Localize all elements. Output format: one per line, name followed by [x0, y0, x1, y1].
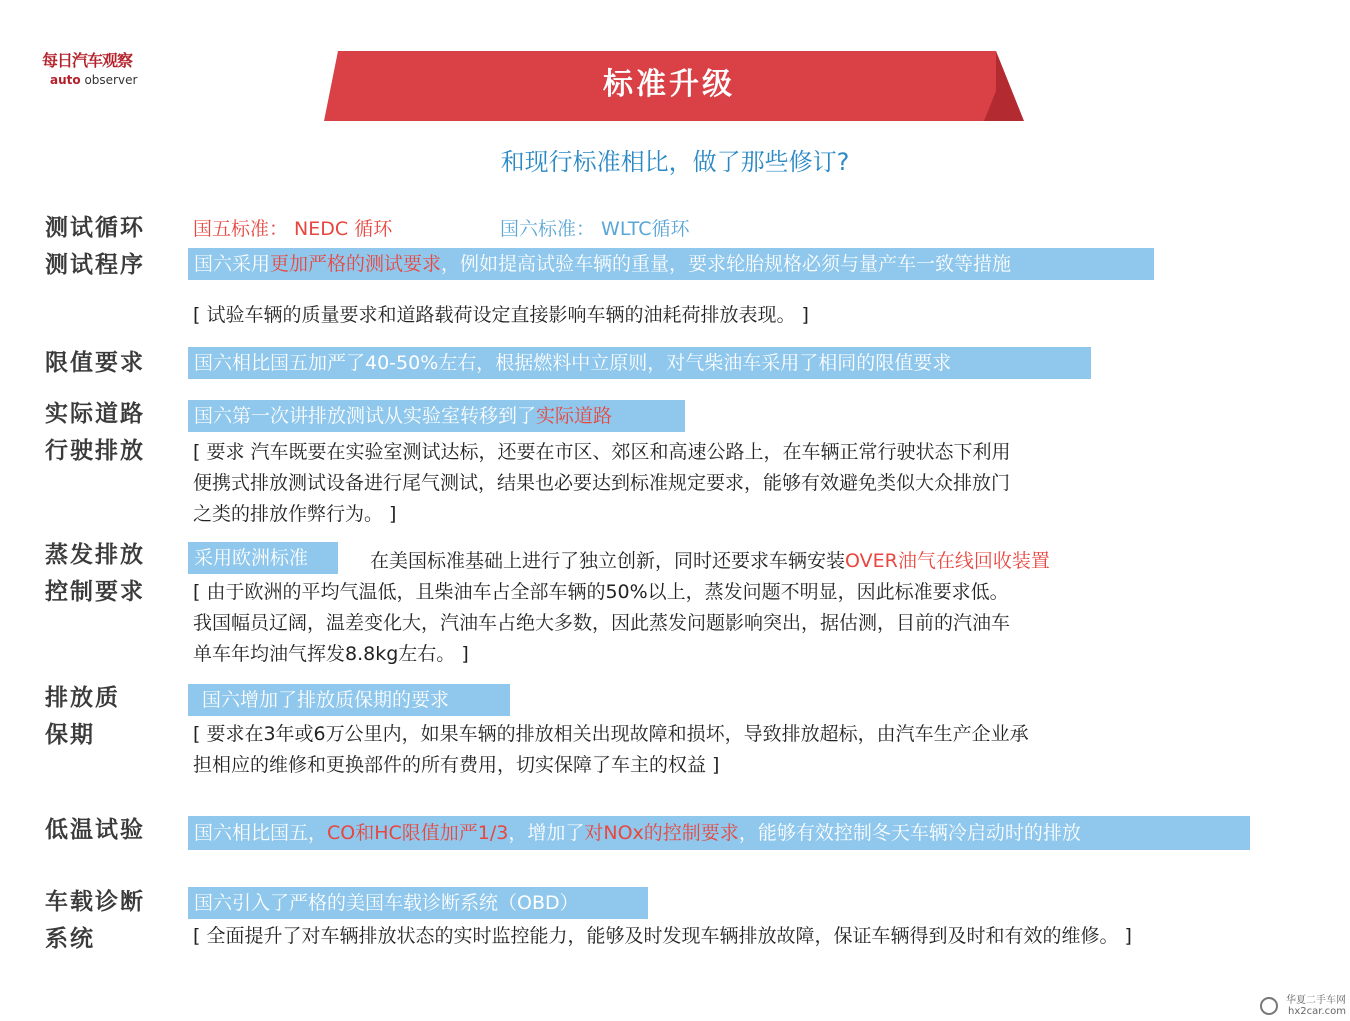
title-banner — [324, 51, 1024, 121]
note-line: [ 要求在3年或6万公里内，如果车辆的排放相关出现故障和损坏，导致排放超标，由汽车生产企业承 — [193, 723, 1029, 745]
gb5-cycle: 国五标准： NEDC 循环 — [193, 218, 393, 240]
note-evap — [193, 577, 1010, 670]
label-line: 控制要求 — [45, 579, 145, 605]
label-limit: 限值要求 — [45, 350, 145, 376]
label-line: 蒸发排放 — [45, 542, 145, 568]
note-obd: [ 全面提升了对车辆排放状态的实时监控能力，能够及时发现车辆排放故障，保证车辆得到及时和有效的维修。 ] — [193, 925, 1132, 947]
brand-logo — [42, 48, 152, 87]
watermark-line: 华夏二手车网 — [1286, 995, 1346, 1006]
label-evap — [45, 537, 145, 611]
watermark — [1286, 995, 1346, 1017]
hl-red-text: 更加严格的测试要求 — [270, 253, 442, 275]
evap-text — [370, 546, 1050, 573]
highlight-test-procedure — [188, 248, 1154, 280]
banner-title: 标准升级 — [603, 67, 735, 102]
label-warranty — [45, 680, 120, 754]
hl-red-text: 对NOx的控制要求 — [584, 822, 739, 844]
logo-chinese-text: 每日汽车观察 — [42, 51, 133, 70]
highlight-rde — [188, 400, 685, 432]
label-line: 实际道路 — [45, 401, 145, 427]
hl-red-text: 实际道路 — [536, 405, 613, 427]
label-rde — [45, 396, 145, 470]
hl-text: 国六第一次讲排放测试从实验室转移到了 — [194, 405, 537, 427]
hl-text: ，增加了 — [508, 822, 585, 844]
highlight-cold-test — [188, 816, 1250, 850]
label-line: 保期 — [45, 722, 95, 748]
label-line: 测试循环 — [45, 215, 145, 241]
note-line: [ 由于欧洲的平均气温低，且柴油车占全部车辆的50%以上，蒸发问题不明显，因此标准要求低。 — [193, 581, 1009, 603]
label-cold-test: 低温试验 — [45, 817, 145, 843]
note-line: [ 要求 汽车既要在实验室测试达标，还要在市区、郊区和高速公路上，在车辆正常行驶状态下利用 — [193, 441, 1011, 463]
highlight-limit: 国六相比国五加严了40-50%左右，根据燃料中立原则，对气柴油车采用了相同的限值要求 — [188, 347, 1091, 379]
hl-text: ，例如提高试验车辆的重量，要求轮胎规格必须与量产车一致等措施 — [441, 253, 1012, 275]
logo-english-text — [50, 73, 152, 87]
note-line: 便携式排放测试设备进行尾气测试，结果也必要达到标准规定要求，能够有效避免类似大众排放门 — [193, 472, 1011, 494]
gb6-cycle: 国六标准： WLTC循环 — [500, 218, 690, 240]
label-line: 系统 — [45, 926, 95, 952]
logo-en-observer: observer — [80, 73, 138, 87]
label-line: 行驶排放 — [45, 438, 145, 464]
label-line: 车载诊断 — [45, 889, 145, 915]
label-test-cycle — [45, 210, 145, 284]
hl-text: ，能够有效控制冬天车辆冷启动时的排放 — [738, 822, 1081, 844]
note-line: 担相应的维修和更换部件的所有费用，切实保障了车主的权益 ] — [193, 754, 720, 776]
highlight-warranty: 国六增加了排放质保期的要求 — [188, 684, 510, 716]
note-line: 之类的排放作弊行为。 ] — [193, 503, 397, 525]
note-rde — [193, 437, 1011, 530]
note-line: 单车年均油气挥发8.8kg左右。 ] — [193, 643, 469, 665]
label-obd — [45, 884, 145, 958]
watermark-logo-icon — [1260, 997, 1278, 1015]
hl-red-text: CO和HC限值加严1/3 — [327, 822, 509, 844]
watermark-line: hx2car.com — [1288, 1006, 1346, 1017]
note-warranty — [193, 719, 1029, 781]
hl-text: 国六采用 — [194, 253, 271, 275]
highlight-evap: 采用欧洲标准 — [188, 542, 338, 574]
label-line: 排放质 — [45, 685, 120, 711]
hl-text: 国六相比国五， — [194, 822, 328, 844]
evap-text-a: 在美国标准基础上进行了独立创新，同时还要求车辆安装 — [370, 550, 846, 572]
note-test-procedure: [ 试验车辆的质量要求和道路载荷设定直接影响车辆的油耗荷排放表现。 ] — [193, 304, 809, 326]
evap-text-b: OVER油气在线回收装置 — [845, 550, 1050, 572]
label-line: 测试程序 — [45, 252, 145, 278]
note-line: 我国幅员辽阔，温差变化大，汽油车占绝大多数，因此蒸发问题影响突出，据估测，目前的汽油车 — [193, 612, 1011, 634]
page-subtitle: 和现行标准相比，做了那些修订? — [500, 148, 850, 176]
highlight-obd: 国六引入了严格的美国车载诊断系统（OBD） — [188, 887, 648, 919]
logo-en-auto: auto — [50, 73, 81, 87]
